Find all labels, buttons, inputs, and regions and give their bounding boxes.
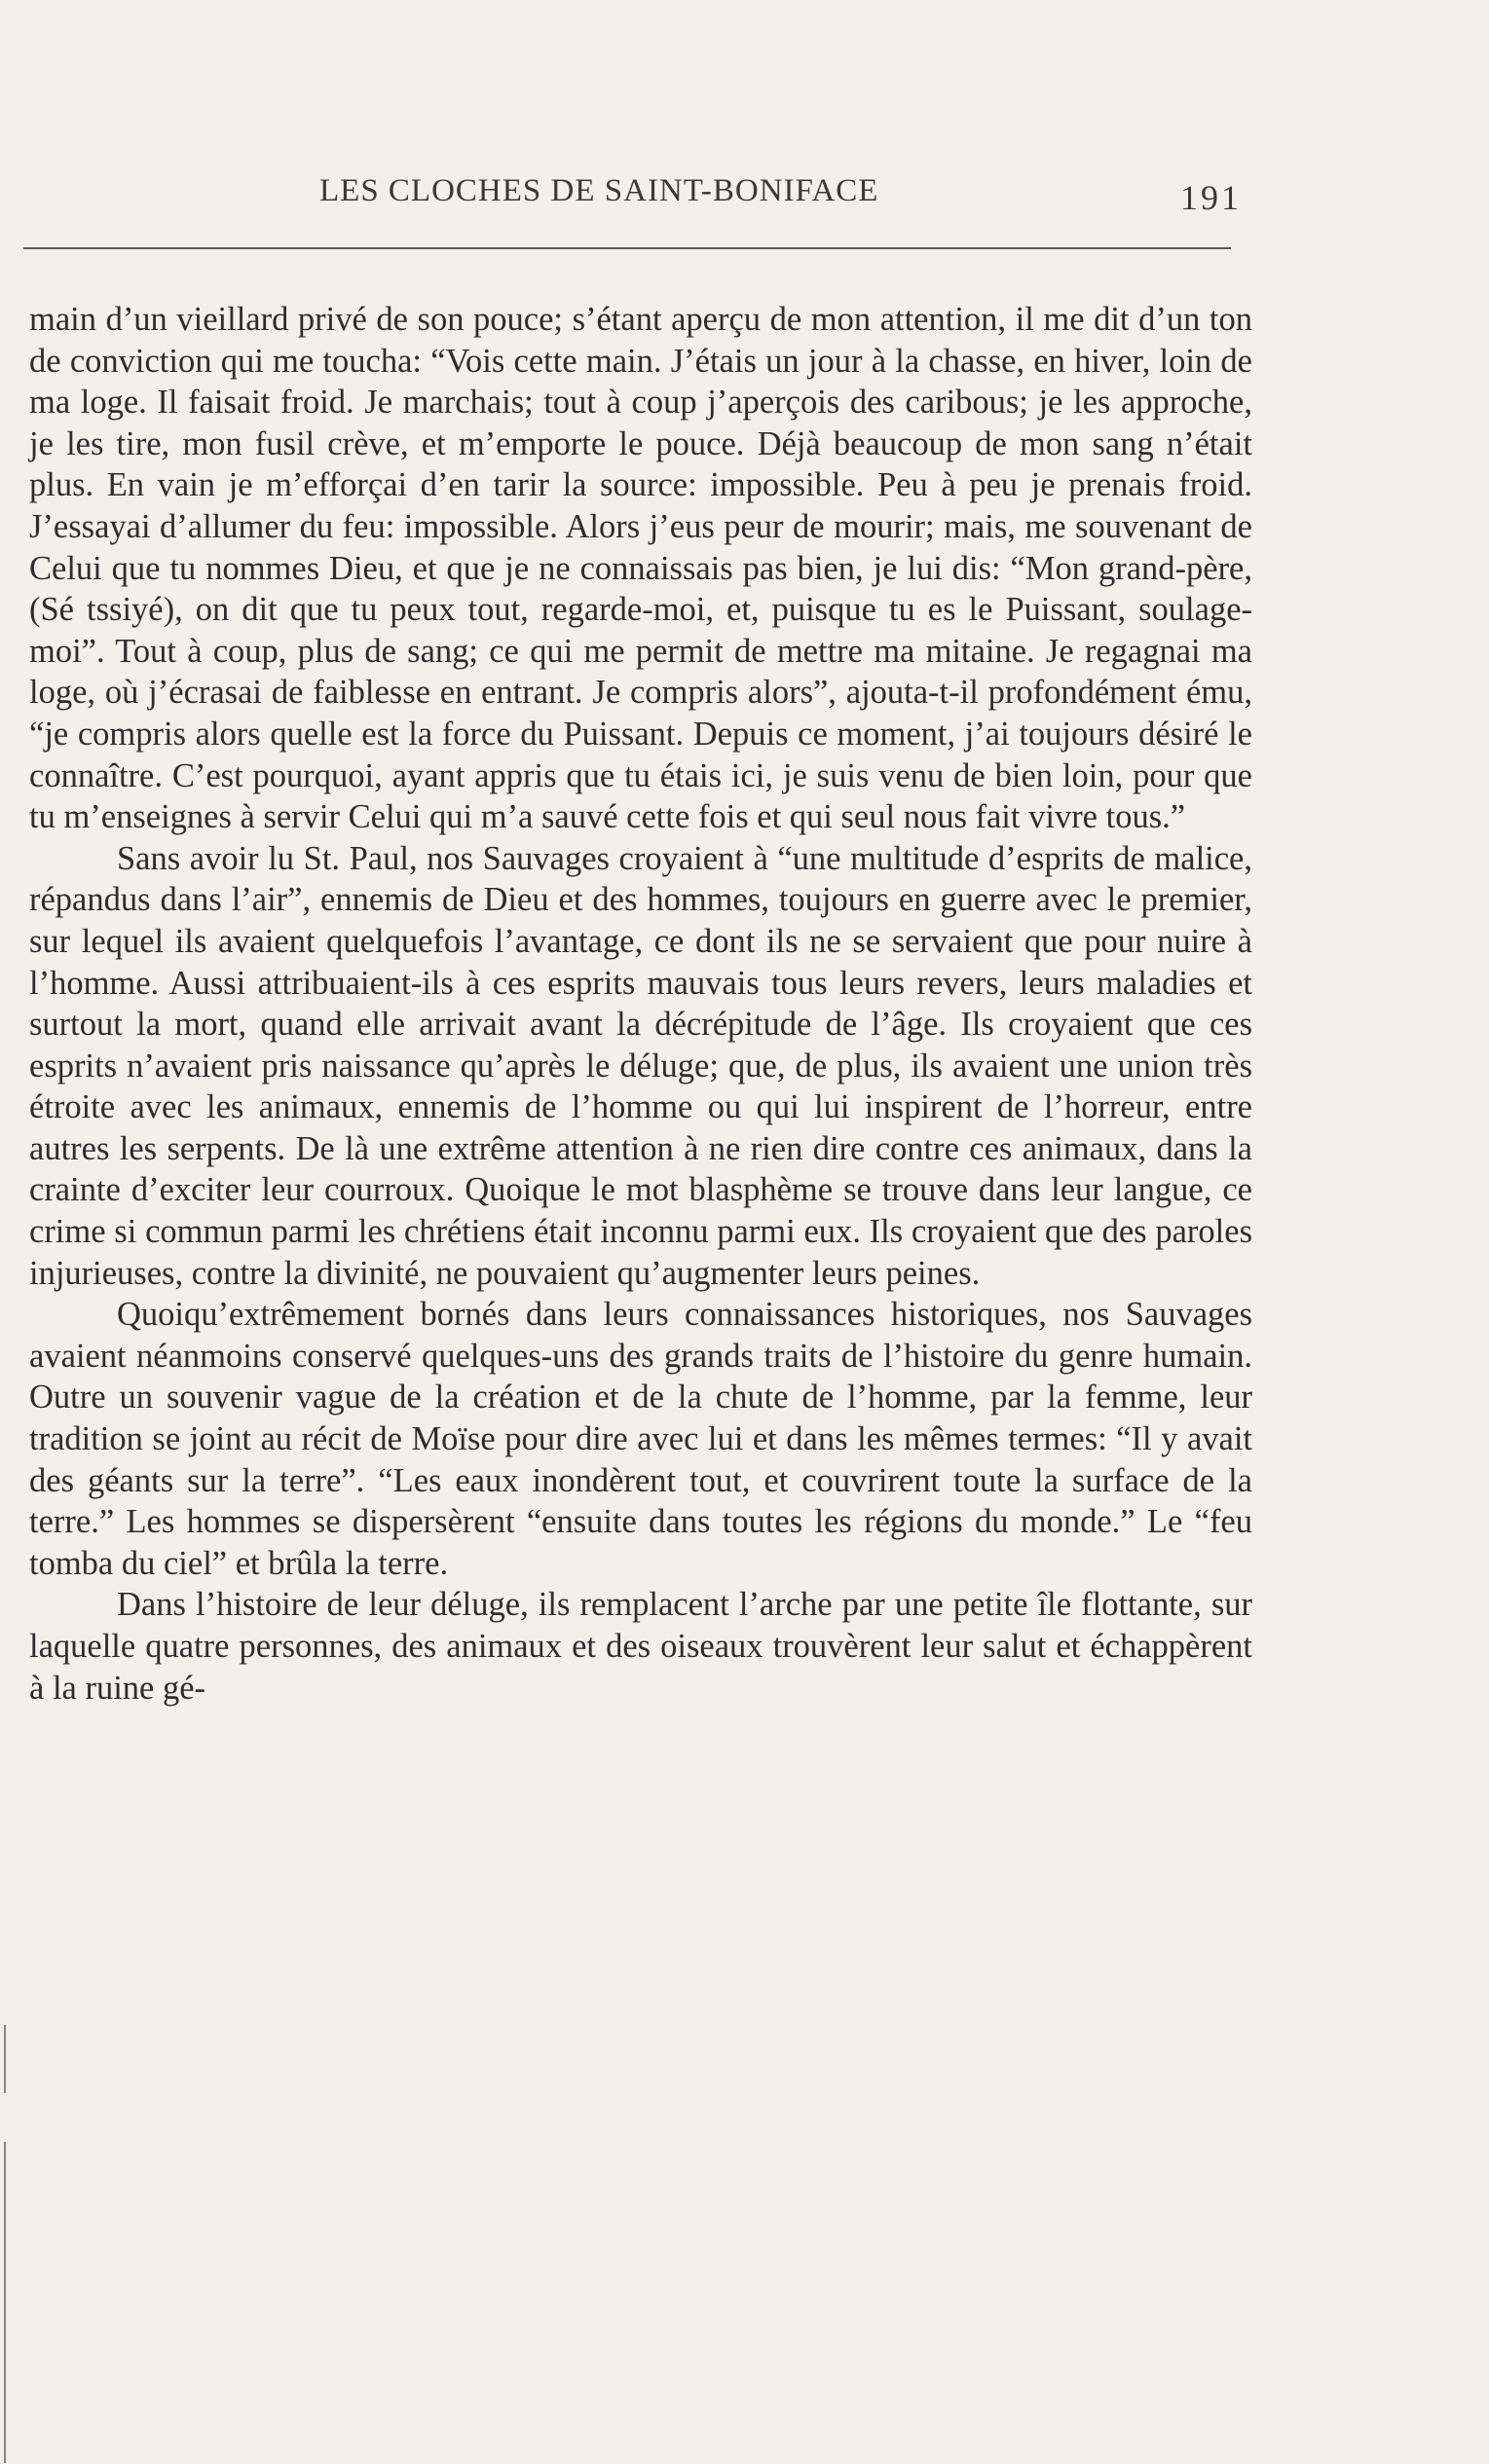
paragraph: Sans avoir lu St. Paul, nos Sauvages croyaient à “une multitude d’esprits de malice, répandus dans l’air”, ennemis de Dieu et des hommes, toujours en guerre avec le premier, sur lequel ils avaient quelquefois l’avantage, ce dont ils ne se servaient que pour nuire à l’homme. Aussi attribuaient-ils à ces esprits mauvais tous leurs revers, leurs maladies et surtout la mort, quand elle arrivait avant la décrépitude de l’âge. Ils croyaient que ces esprits n’avaient pris naissance qu’après le déluge; que, de plus, ils avaient une union très étroite avec les animaux, ennemis de l’homme ou qui lui inspirent de l’horreur, entre autres les serpents. De là une extrême attention à ne rien dire contre ces animaux, dans la crainte d’exciter leur courroux. Quoique le mot blasphème se trouve dans leur langue, ce crime si commun parmi les chrétiens était inconnu parmi eux. Ils croyaient que des paroles injurieuses, contre la divinité, ne pouvaient qu’augmenter leurs peines. [29,839,1252,1292]
scan-edge-mark [4,2142,6,2463]
page-number: 191 [1180,178,1242,217]
scan-edge-mark [4,2025,6,2093]
running-title: LES CLOCHES DE SAINT-BONIFACE [319,173,879,208]
paragraph-continued: main d’un vieillard privé de son pouce; s’étant aperçu de mon attention, il me dit d’un ton de conviction qui me toucha: “Vois cette main. J’étais un jour à la chasse, en hiver, loin de ma loge. Il faisait froid. Je marchais; tout à coup j’aperçois des caribous; je les approche, je les tire, mon fusil crève, et m’emporte le pouce. Déjà beaucoup de mon sang n’était plus. En vain je m’efforçai d’en tarir la source: impossible. Peu à peu je prenais froid. J’essayai d’allumer du feu: impossible. Alors j’eus peur de mourir; mais, me souvenant de Celui que tu nommes Dieu, et que je ne connaissais pas bien, je lui dis: “Mon grand-père, (Sé tssiyé), on dit que tu peux tout, regarde-moi, et, puisque tu es le Puissant, soulage-moi”. Tout à coup, plus de sang; ce qui me permit de mettre ma mitaine. Je regagnai ma loge, où j’écrasai de faiblesse en entrant. Je compris alors”, ajouta-t-il profondément ému, “je compris alors quelle est la force du Puissant. Depuis ce moment, j’ai toujours désiré le connaître. C’est pourquoi, ayant appris que tu étais ici, je suis venu de bien loin, pour que tu m’enseignes à servir Celui qui m’a sauvé cette fois et qui seul nous fait vivre tous.” [29,301,1252,836]
paragraph: Dans l’histoire de leur déluge, ils remplacent l’arche par une petite île flottante, sur laquelle quatre personnes, des animaux et des oiseaux trouvèrent leur salut et échappèrent à la ruine gé- [29,1586,1252,1707]
body-text [29,299,1252,1709]
header-rule [23,247,1231,249]
paragraph: Quoiqu’extrêmement bornés dans leurs connaissances historiques, nos Sauvages avaient néanmoins conservé quelques-uns des grands traits de l’histoire du genre humain. Outre un souvenir vague de la création et de la chute de l’homme, par la femme, leur tradition se joint au récit de Moïse pour dire avec lui et dans les mêmes termes: “Il y avait des géants sur la terre”. “Les eaux inondèrent tout, et couvrirent toute la surface de la terre.” Les hommes se dispersèrent “ensuite dans toutes les régions du monde.” Le “feu tomba du ciel” et brûla la terre. [29,1296,1252,1582]
